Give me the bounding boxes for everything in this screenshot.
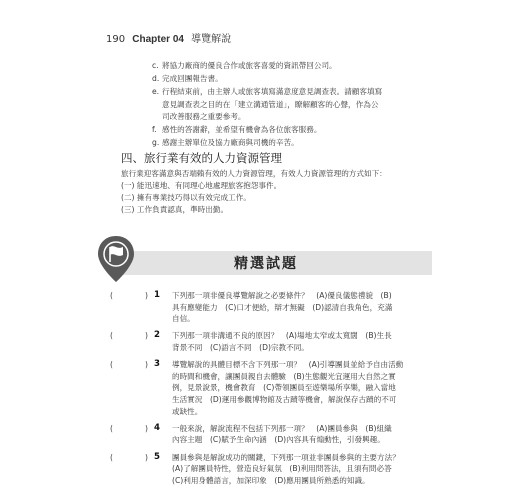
- list-item-text: [162, 73, 424, 85]
- question-text: [172, 290, 420, 325]
- paragraph-line: (三) 工作負責認真，準時出勤。: [121, 205, 229, 214]
- question-text: [172, 330, 420, 353]
- question-line: 的時間和機會，讓團員親自去體驗 (B)生態觀光宜運用大自然之實: [172, 371, 396, 381]
- page-number: 190: [106, 34, 126, 45]
- question-line: 團員參與是解說成功的關鍵，下列那一項並非團員參與的主要方法？: [172, 452, 400, 462]
- list-item-text: [162, 86, 424, 123]
- question-item: [110, 423, 420, 446]
- list-item-line: 司改善服務之重要參考。: [162, 111, 246, 121]
- answer-blank[interactable]: [110, 359, 148, 417]
- map-pin-flag-icon: [96, 234, 136, 284]
- question-line: (A)了解團員特性，營造良好氣氛 (B)利用問答法，且須有問必答: [172, 464, 392, 474]
- list-item: [152, 137, 424, 149]
- answer-blank[interactable]: [110, 452, 148, 487]
- answer-close-paren: ): [145, 360, 148, 370]
- question-line: 下列那一項非優良導覽解說之必要條件？ (A)優良儀態禮貌 (B): [172, 291, 392, 300]
- list-item-marker: f.: [152, 125, 157, 135]
- list-item: [152, 60, 424, 72]
- answer-close-paren: ): [145, 452, 148, 462]
- question-line: (C)利用身體語言，加深印象 (D)應用團員所熟悉的知識。: [172, 475, 370, 485]
- question-number: 4: [154, 422, 160, 433]
- procedure-list: [152, 60, 424, 150]
- answer-open-paren: (: [110, 331, 113, 341]
- paragraph-line: (一) 能迅速地、有同理心地處理旅客抱怨事件。: [121, 181, 282, 190]
- answer-open-paren: (: [110, 452, 113, 462]
- answer-open-paren: (: [110, 291, 113, 300]
- answer-close-paren: ): [145, 423, 148, 433]
- question-line: 內容主題 (C)賦予生命內涵 (D)內容具有煽動性，引發興趣。: [172, 435, 385, 445]
- list-item-line: 意見調查表之目的在「建立溝通管道」，瞭解顧客的心聲，作為公: [162, 99, 379, 109]
- section-heading: 四、旅行業有效的人力資源管理: [121, 151, 282, 165]
- list-item-line: 感謝主辦單位及協力廠商與司機的辛苦。: [162, 138, 299, 148]
- list-item-line: 行程結束前，由主辦人或旅客填寫滿意度意見調查表。請顧客填寫: [162, 87, 383, 97]
- list-item-text: [162, 137, 424, 149]
- paragraph-line: 旅行業迎客滿意與否端賴有效的人力資源管理，有效人力資源管理的方式如下：: [121, 169, 387, 178]
- list-item-marker: d.: [152, 74, 160, 84]
- list-item-text: [162, 60, 424, 72]
- list-item-text: [162, 124, 424, 136]
- chapter-label: Chapter 04: [132, 34, 184, 45]
- question-item: [110, 359, 420, 417]
- list-item-line: 將協力廠商的優良合作或旅客喜愛的資訊帶回公司。: [162, 61, 337, 70]
- chapter-section-title: 導覽解說: [191, 34, 232, 45]
- question-line: 背景不同 (C)語言不同 (D)宗教不同。: [172, 342, 309, 352]
- answer-close-paren: ): [145, 291, 148, 300]
- question-text: [172, 423, 420, 446]
- list-item: [152, 73, 424, 85]
- list-item-line: 完成回團報告書。: [162, 74, 223, 84]
- list-item-marker: e.: [152, 87, 160, 97]
- exercise-banner: [96, 234, 432, 284]
- answer-open-paren: (: [110, 423, 113, 433]
- answer-blank[interactable]: [110, 423, 148, 446]
- answer-open-paren: (: [110, 360, 113, 370]
- question-line: 生活實況 (D)運用參觀博物館及古蹟等機會，解說保存古蹟的不可: [172, 394, 397, 404]
- question-text: [172, 452, 420, 487]
- question-item: [110, 330, 420, 353]
- question-item: [110, 290, 420, 325]
- question-text: [172, 359, 420, 417]
- list-item-line: 感性的答謝辭，並希望有機會為各位旅客服務。: [162, 125, 322, 135]
- question-line: 例，見景說景，機會教育 (C)帶領團員至遊樂場所享樂，融入當地: [172, 383, 396, 393]
- question-item: [110, 452, 420, 487]
- question-line: 下列那一項非溝通不良的原因？ (A)場地太窄或太寬闊 (B)生長: [172, 331, 392, 341]
- question-number: 5: [154, 451, 160, 462]
- answer-blank[interactable]: [110, 290, 148, 325]
- section-paragraph: [121, 168, 431, 216]
- answer-blank[interactable]: [110, 330, 148, 353]
- question-number: 2: [154, 330, 160, 341]
- question-line: 或缺性。: [172, 406, 203, 416]
- answer-close-paren: ): [145, 331, 148, 341]
- list-item-marker: g.: [152, 138, 160, 148]
- question-line: 一般來說，解說流程不包括下列那一項？ (A)團員參與 (B)組織: [172, 423, 392, 433]
- question-line: 具有應變能力 (C)口才便給，辯才無礙 (D)認清自我角色，充滿: [172, 302, 393, 312]
- list-item: [152, 86, 424, 123]
- question-number: 3: [154, 359, 160, 370]
- page-header: [106, 30, 231, 45]
- banner-title: 精選試題: [234, 256, 298, 272]
- list-item-marker: c.: [152, 61, 159, 70]
- list-item: [152, 124, 424, 136]
- question-line: 導覽解說的具體目標不含下列那一項？ (A)引導團員並給予自由活動: [172, 360, 404, 370]
- question-line: 自信。: [172, 314, 195, 324]
- question-number: 1: [154, 290, 160, 300]
- paragraph-line: (二) 擁有專業技巧得以有效完成工作。: [121, 193, 251, 202]
- question-list: [110, 290, 420, 492]
